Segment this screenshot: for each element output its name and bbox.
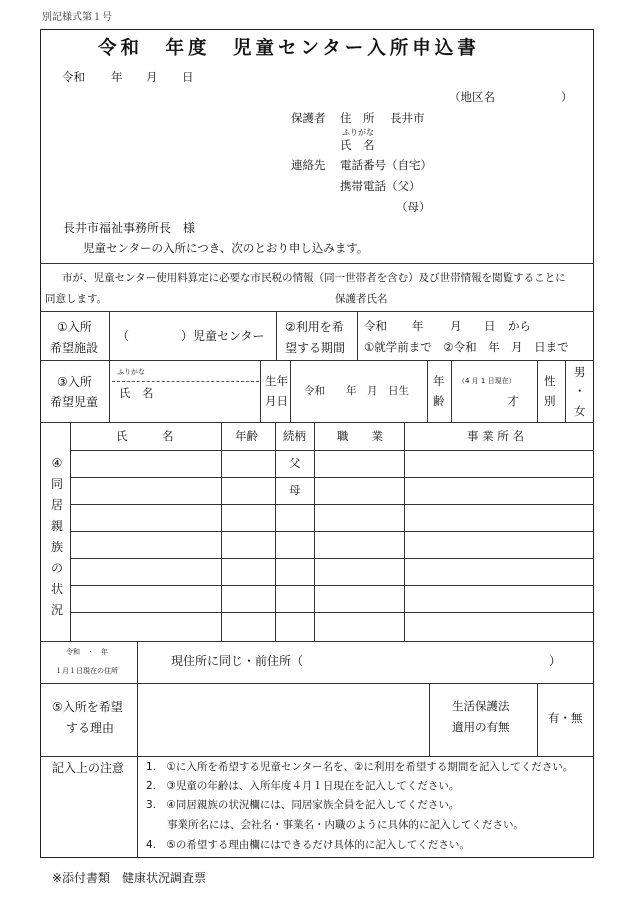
period-month: 月 — [450, 319, 462, 333]
birth-date-value: 令和 年 月 日生 — [304, 385, 409, 397]
jan-address-value: 現住所に同じ・前住所（ — [171, 654, 304, 668]
divider — [40, 263, 594, 264]
facility-label-2: 希望施設 — [50, 341, 99, 355]
divider — [429, 683, 430, 756]
welfare-value: 有・無 — [548, 711, 583, 725]
form-title: 令和 年度 児童センター入所申込書 — [98, 38, 480, 59]
mobile-father-label: 携帯電話（父） — [340, 179, 421, 193]
divider — [537, 360, 538, 422]
child-name-label: 氏 名 — [119, 386, 154, 400]
divider — [427, 360, 428, 422]
child-label-1: ③入所 — [57, 375, 92, 389]
guardian-signature-label: 保護者氏名 — [335, 293, 388, 305]
date-month: 月 — [146, 70, 158, 84]
family-side-label: の — [50, 561, 63, 575]
family-side-label: 族 — [50, 540, 63, 554]
family-header-job: 職 業 — [337, 429, 383, 443]
district-label: （地区名 — [449, 90, 495, 104]
divider — [40, 311, 594, 312]
table-row-divider — [70, 531, 594, 532]
table-row-divider — [70, 477, 594, 478]
attachment-note: ※添付書類 健康状況調査票 — [52, 871, 207, 885]
period-from: から — [508, 319, 531, 333]
divider — [137, 683, 138, 756]
divider — [40, 360, 594, 361]
date-era: 令和 — [62, 70, 85, 84]
period-label-1: ②利用を希 — [285, 320, 344, 334]
period-year: 年 — [412, 319, 424, 333]
note-item: 事業所名には、会社名・事業名・内職のように具体的に記入してください。 — [146, 819, 524, 831]
form-number: 別記様式第１号 — [42, 12, 112, 23]
jan-address-label-2: １月１日現在の住所 — [55, 667, 118, 675]
period-options: ①就学前まで ②令和 年 月 日まで — [364, 340, 569, 354]
divider — [40, 641, 594, 642]
table-row-divider — [70, 450, 594, 451]
note-item: 1. ①に入所を希望する児童センター名を、②に利用を希望する期間を記入してください。 — [146, 761, 574, 773]
birth-label-1: 生年 — [265, 374, 288, 388]
family-side-label: 同 — [50, 477, 63, 491]
facility-label-1: ①入所 — [57, 320, 92, 334]
age-label-2: 齢 — [433, 394, 445, 408]
furigana-separator — [112, 381, 259, 382]
sex-female: 女 — [574, 404, 586, 418]
welfare-label-2: 適用の有無 — [452, 720, 510, 734]
birth-label-2: 月日 — [265, 394, 288, 408]
consent-line1: 市が、児童センター使用料算定に必要な市民税の情報（同一世帯者を含む）及び世帯情報を閲覧することに — [62, 272, 566, 284]
mobile-mother-label: （母） — [396, 200, 431, 214]
table-row-divider — [70, 612, 594, 613]
jan-address-label-1: 令和 ・ 年 — [66, 648, 108, 656]
divider — [451, 360, 452, 422]
divider — [276, 311, 277, 360]
table-row-divider — [70, 504, 594, 505]
divider — [137, 756, 138, 858]
child-label-2: 希望児童 — [50, 395, 99, 409]
divider — [109, 360, 110, 422]
divider — [137, 641, 138, 683]
contact-label: 連絡先 — [291, 158, 326, 172]
guardian-label: 保護者 — [291, 111, 326, 125]
sex-dot: ・ — [574, 384, 586, 398]
table-row-divider — [70, 558, 594, 559]
note-item: 3. ④同居親族の状況欄には、同居家族全員を記入してください。 — [146, 799, 460, 811]
sex-label-1: 性 — [544, 374, 556, 388]
address-value: 長井市 — [390, 111, 425, 125]
facility-open-paren: （ — [117, 329, 130, 343]
family-header-name: 氏 名 — [116, 429, 174, 443]
child-furigana: ふりがな — [117, 368, 145, 376]
family-side-label: 状 — [50, 582, 63, 596]
divider — [537, 683, 538, 756]
reason-label-2: する理由 — [66, 721, 115, 735]
facility-center-label: ）児童センター — [181, 329, 265, 343]
relation-mother: 母 — [289, 483, 301, 497]
age-note: （4 月 1 日現在） — [458, 377, 516, 385]
sex-male: 男 — [574, 365, 586, 379]
age-unit: 才 — [507, 394, 519, 408]
divider — [260, 360, 261, 422]
family-header-relation: 続柄 — [283, 429, 306, 443]
family-side-label: 親 — [50, 519, 63, 533]
sex-label-2: 別 — [544, 394, 556, 408]
period-era: 令和 — [364, 319, 387, 333]
divider — [40, 422, 594, 423]
period-label-2: 望する期間 — [285, 341, 346, 355]
note-item: 4. ⑤の希望する理由欄にはできるだけ具体的に記入してください。 — [146, 839, 470, 851]
intro-text: 児童センターの入所につき、次のとおり申し込みます。 — [83, 241, 369, 255]
note-item: 2. ③児童の年齢は、入所年度４月１日現在を記入してください。 — [146, 780, 460, 792]
phone-home-label: 電話番号（自宅） — [340, 158, 432, 172]
family-header-age: 年齢 — [235, 429, 258, 443]
divider — [40, 683, 594, 684]
age-label-1: 年 — [433, 374, 445, 388]
family-header-workplace: 事 業 所 名 — [467, 429, 524, 443]
divider — [357, 311, 358, 360]
family-side-label: ④ — [51, 456, 63, 470]
divider — [109, 311, 110, 360]
welfare-label-1: 生活保護法 — [452, 699, 510, 713]
application-form-frame — [40, 29, 594, 858]
period-day: 日 — [484, 319, 496, 333]
address-label: 住 所 — [340, 111, 375, 125]
reason-label-1: ⑤入所を希望 — [52, 700, 123, 714]
notes-label: 記入上の注意 — [52, 761, 125, 775]
divider — [565, 360, 566, 422]
district-close: ） — [561, 90, 573, 104]
table-row-divider — [70, 585, 594, 586]
divider — [290, 360, 291, 422]
jan-address-close: ） — [549, 654, 562, 668]
divider — [40, 756, 594, 757]
family-side-label: 況 — [50, 603, 63, 617]
date-day: 日 — [182, 70, 194, 84]
family-side-label: 居 — [50, 498, 63, 512]
guardian-furigana: ふりがな — [342, 128, 374, 137]
guardian-name-label: 氏 名 — [340, 138, 375, 152]
relation-father: 父 — [289, 456, 301, 470]
addressee: 長井市福祉事務所長 様 — [63, 221, 196, 235]
consent-line2: 同意します。 — [45, 293, 108, 305]
date-year: 年 — [111, 70, 123, 84]
